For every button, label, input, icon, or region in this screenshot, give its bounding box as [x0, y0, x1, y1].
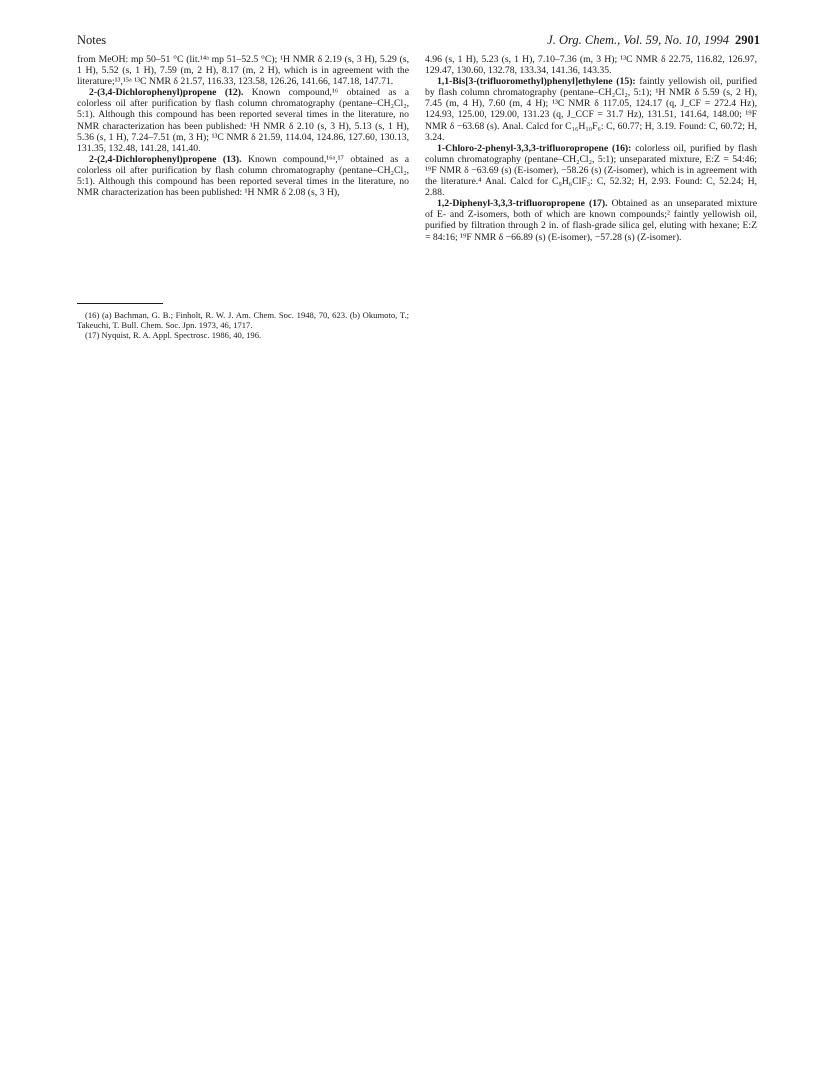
compound-16-paragraph: [425, 143, 757, 198]
footnote-16: (16) (a) Bachman, G. B.; Finholt, R. W. J. Am. Chem. Soc. 1948, 70, 623. (b) Okumoto, T.; Takeuchi, T. Bull. Chem. Soc. Jpn. 1973, 46, 1717.: [77, 310, 409, 330]
compound-13-text: Known compound,¹⁶ᵃ,¹⁷ obtained as a colorless oil after purification by flash column chromatography (pentane–CH₂Cl₂, 5:1). Although this compound has been reported several times in the literature, no NMR characterization has been published: ¹H NMR δ 2.08 (s, 3 H),: [77, 153, 409, 199]
compound-13-title: 2-(2,4-Dichlorophenyl)propene (13).: [89, 153, 242, 165]
compound-13-paragraph: [77, 154, 409, 198]
footnote-17: (17) Nyquist, R. A. Appl. Spectrosc. 1986, 40, 196.: [85, 330, 262, 340]
paragraph-continuation: 4.96 (s, 1 H), 5.23 (s, 1 H), 7.10–7.36 (m, 3 H); ¹³C NMR δ 22.75, 116.82, 126.97, 129.47, 130.60, 132.78, 133.34, 141.36, 143.35.: [425, 54, 757, 77]
footnote-rule: [77, 303, 163, 304]
compound-15-title: 1,1-Bis[3-(trifluoromethyl)phenyl]ethylene (15):: [437, 76, 636, 88]
running-header: [547, 33, 760, 48]
compound-15-paragraph: [425, 76, 757, 143]
compound-15-text: faintly yellowish oil, purified by flash column chromatography (pentane–CH₂Cl₂, 5:1); ¹H NMR δ 5.59 (s, 2 H), 7.45 (m, 4 H), 7.60 (m, 4 H); ¹³C NMR δ 117.05, 124.17 (q, J_CF = 272.4 Hz), 124.93, 125.00, 129.00, 131.23 (q, J_CCF = 31.7 Hz), 131.51, 141.64, 148.00; ¹⁹F NMR δ −63.68 (s). Anal. Calcd for C₁₆H₁₀F₆: C, 60.77; H, 3.19. Found: C, 60.72; H, 3.24.: [425, 76, 757, 143]
compound-16-text: colorless oil, purified by flash column chromatography (pentane–CH₂Cl₂, 5:1); unseparated mixture, E:Z = 54:46; ¹⁹F NMR δ −63.69 (s) (E-isomer), −58.26 (s) (Z-isomer), which is in agreement with the literature.⁴ Anal. Calcd for C₉H₆ClF₃: C, 52.32; H, 2.93. Found: C, 52.24; H, 2.88.: [425, 142, 757, 199]
paragraph-continuation: from MeOH: mp 50–51 °C (lit.¹⁴ᵃ mp 51–52.5 °C); ¹H NMR δ 2.19 (s, 3 H), 5.29 (s, 1 H), 5.52 (s, 1 H), 7.59 (m, 2 H), 8.17 (m, 2 H), which is in agreement with the literature;¹³,¹⁵ᵃ ¹³C NMR δ 21.57, 116.33, 123.58, 126.26, 141.66, 147.18, 147.71.: [77, 54, 409, 88]
right-column: [425, 54, 757, 243]
compound-17-title: 1,2-Diphenyl-3,3,3-trifluoropropene (17).: [437, 198, 608, 210]
compound-12-title: 2-(3,4-Dichlorophenyl)propene (12).: [89, 87, 244, 99]
compound-12-text: Known compound,¹⁶ obtained as a colorless oil after purification by flash column chromatography (pentane–CH₂Cl₂, 5:1). Although this compound has been reported several times in the literature, no NMR characterization has been published: ¹H NMR δ 2.10 (s, 3 H), 5.13 (s, 1 H), 5.36 (s, 1 H), 7.24–7.51 (m, 3 H); ¹³C NMR δ 21.59, 114.04, 124.86, 127.60, 130.13, 131.35, 132.48, 141.28, 141.40.: [77, 87, 409, 154]
compound-17-paragraph: [425, 198, 757, 242]
page-number: 2901: [735, 33, 760, 47]
compound-12-paragraph: [77, 87, 409, 154]
section-label: Notes: [77, 33, 107, 47]
journal-citation: J. Org. Chem., Vol. 59, No. 10, 1994: [547, 33, 729, 47]
left-column: [77, 54, 409, 198]
compound-17-text: Obtained as an unseparated mixture of E- and Z-isomers, both of which are known compounds;² faintly yellowish oil, purified by filtration through 2 in. of flash-grade silica gel, eluting with hexane; E:Z = 84:16; ¹⁹F NMR δ −66.89 (s) (E-isomer), −57.28 (s) (Z-isomer).: [425, 198, 757, 243]
footnotes: [77, 310, 409, 340]
compound-16-title: 1-Chloro-2-phenyl-3,3,3-trifluoropropene (16):: [437, 142, 632, 154]
